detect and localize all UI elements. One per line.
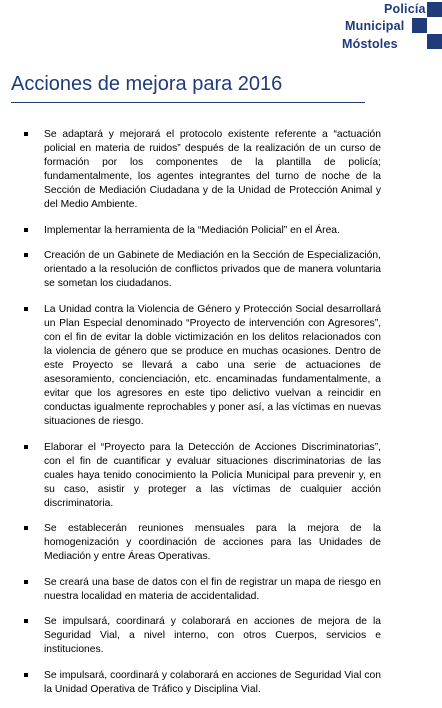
list-item: [24, 522, 381, 564]
bullet-icon: [24, 228, 28, 232]
list-item-text: Creación de un Gabinete de Mediación en la Sección de Especialización, orientado a la resolución de conflictos privados que de manera voluntaria se sometan los ciudadanos.: [44, 250, 381, 290]
improvement-actions-list: [24, 128, 381, 708]
logo-line-2: Municipal: [345, 19, 405, 33]
list-item: [24, 441, 381, 511]
page-title: Acciones de mejora para 2016: [11, 73, 283, 95]
list-item-text: Elaborar el “Proyecto para la Detección de Acciones Discriminatorias”, con el fin de cuantificar y evaluar situaciones discriminatorias de las cuales haya tenido conocimiento la Policía Municipal para prevenir y, en su caso, asistir y proteger a las víctimas de cualquier acción discriminatoria.: [44, 441, 381, 509]
list-item-text: Se creará una base de datos con el fin de registrar un mapa de riesgo en nuestra localidad en materia de accidentalidad.: [44, 576, 381, 602]
title-divider: [11, 102, 365, 103]
bullet-icon: [24, 619, 28, 623]
list-item: [24, 249, 381, 291]
list-item-text: La Unidad contra la Violencia de Género y Protección Social desarrollará un Plan Especial denominado “Proyecto de intervención con Agresores”, con el fin de evitar la doble victimización en los delitos relacionados con la violencia de género que se produce en muchas ocasiones. Dentro de este Proyecto se llevará a cabo una serie de actuaciones de asesoramiento, concienciación, etc. encaminadas fundamentalmente, a evitar que los agresores en este tipo delictivo vuelvan a reincidir en conductas igualmente reprochables y poner así, a las víctimas en nuevas situaciones de riesgo.: [44, 303, 381, 428]
list-item-text: Se adaptará y mejorará el protocolo existente referente a “actuación policial en materia de ruidos” después de la realización de un curso de formación por los componentes de la plantilla de policía; fundamentalmente, los agentes integrantes del turno de noche de la Sección de Mediación Ciudadana y de la Unidad de Protección Animal y del Medio Ambiente.: [44, 129, 381, 211]
list-item-text: Se impulsará, coordinará y colaborará en acciones de mejora de la Seguridad Vial, a nivel interno, con otros Cuerpos, servicios e instituciones.: [44, 616, 381, 656]
bullet-icon: [24, 526, 28, 530]
list-item-text: Se impulsará, coordinará y colaborará en acciones de Seguridad Vial con la Unidad Operativa de Tráfico y Disciplina Vial.: [44, 669, 381, 695]
list-item: [24, 576, 381, 604]
logo-line-1: Policía: [384, 2, 426, 16]
logo-line-3: Móstoles: [342, 37, 398, 51]
list-item-text: Se establecerán reuniones mensuales para la mejora de la homogenización y coordinación de acciones para las Unidades de Mediación y entre Áreas Operativas.: [44, 523, 381, 563]
bullet-icon: [24, 580, 28, 584]
logo-square-icon: [412, 18, 427, 33]
bullet-icon: [24, 253, 28, 257]
list-item: [24, 128, 381, 213]
list-item: [24, 669, 381, 697]
bullet-icon: [24, 445, 28, 449]
bullet-icon: [24, 132, 28, 136]
list-item-text: Implementar la herramienta de la “Mediación Policial” en el Área.: [44, 224, 340, 236]
policia-municipal-logo: [300, 0, 442, 54]
list-item: [24, 224, 381, 238]
logo-square-icon: [427, 2, 442, 17]
list-item: [24, 303, 381, 430]
logo-square-icon: [427, 34, 442, 49]
bullet-icon: [24, 307, 28, 311]
bullet-icon: [24, 673, 28, 677]
list-item: [24, 615, 381, 657]
